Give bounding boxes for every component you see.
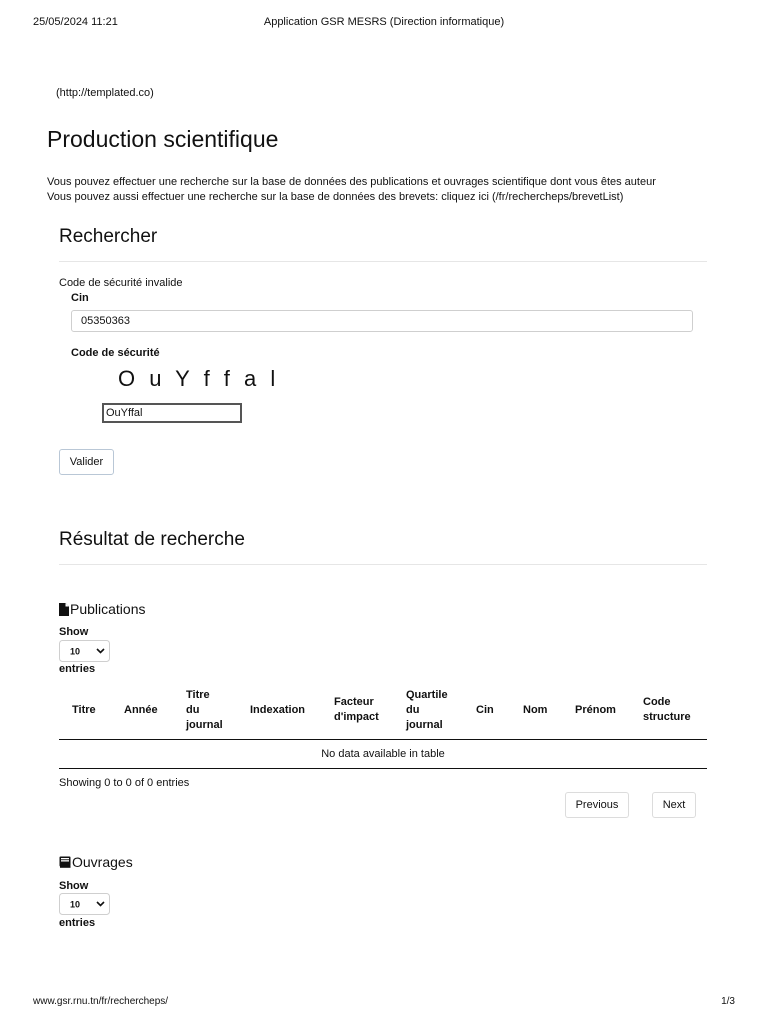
- ouvrages-length-select[interactable]: [59, 893, 110, 915]
- column-header-nom[interactable]: Nom: [517, 681, 569, 740]
- column-header-quartile-journal[interactable]: Quartile du journal: [400, 681, 470, 740]
- cin-label: Cin: [71, 292, 89, 304]
- ouvrages-title: [59, 854, 133, 870]
- page-title: Production scientifique: [47, 126, 279, 152]
- intro-line-publications: Vous pouvez effectuer une recherche sur la base de données des publications et ouvrages scientifique dont vous êtes auteur: [47, 176, 656, 188]
- print-footer-url: www.gsr.rnu.tn/fr/rechercheps/: [33, 996, 169, 1007]
- ouvrages-show-label: Show: [59, 880, 89, 892]
- ouvrages-title-text: Ouvrages: [72, 854, 133, 870]
- captcha-error-message: Code de sécurité invalide: [59, 277, 183, 289]
- column-header-cin[interactable]: Cin: [470, 681, 517, 740]
- next-page-button[interactable]: Next: [652, 792, 696, 818]
- publications-show-label: Show: [59, 626, 89, 638]
- column-header-prenom[interactable]: Prénom: [569, 681, 637, 740]
- publications-title: [59, 601, 146, 617]
- book-icon: [59, 856, 71, 868]
- validate-button[interactable]: Valider: [59, 449, 114, 475]
- column-header-titre[interactable]: Titre: [59, 681, 118, 740]
- print-datetime: 25/05/2024 11:21: [33, 16, 118, 28]
- cin-input[interactable]: [71, 310, 693, 332]
- search-divider: [59, 261, 707, 262]
- file-icon: [59, 603, 69, 616]
- print-page-number: 1/3: [721, 996, 735, 1007]
- ouvrages-length-value: 10: [70, 899, 81, 910]
- publications-title-text: Publications: [70, 601, 146, 617]
- column-header-facteur-impact[interactable]: Facteur d'impact: [328, 681, 400, 740]
- intro-text: [47, 175, 656, 205]
- column-header-annee[interactable]: Année: [118, 681, 180, 740]
- captcha-label: Code de sécurité: [71, 347, 160, 359]
- publications-table-info: Showing 0 to 0 of 0 entries: [59, 777, 190, 789]
- search-section-title: Rechercher: [59, 226, 158, 247]
- results-section-title: Résultat de recherche: [59, 529, 245, 550]
- templated-link[interactable]: (http://templated.co): [56, 87, 154, 99]
- column-header-indexation[interactable]: Indexation: [244, 681, 328, 740]
- publications-header-row: [59, 681, 707, 740]
- intro-line-brevets[interactable]: Vous pouvez aussi effectuer une recherche sur la base de données des brevets: cliquez ici (/fr/rechercheps/brevetList): [47, 191, 624, 203]
- captcha-image: O u Y f f a l: [118, 366, 280, 391]
- publications-length-select[interactable]: [59, 640, 110, 662]
- table-row-empty: [59, 740, 707, 769]
- column-header-code-structure[interactable]: Code structure: [637, 681, 707, 740]
- ouvrages-entries-label: entries: [59, 917, 96, 929]
- print-page-title: Application GSR MESRS (Direction informatique): [263, 16, 505, 28]
- empty-table-message: No data available in table: [59, 740, 707, 769]
- column-header-titre-journal[interactable]: Titre du journal: [180, 681, 244, 740]
- ouvrages-length-select-wrap: [59, 893, 110, 920]
- results-divider: [59, 564, 707, 565]
- captcha-input[interactable]: [102, 403, 242, 423]
- publications-table: [59, 681, 707, 769]
- publications-length-value: 10: [70, 646, 81, 657]
- previous-page-button[interactable]: Previous: [565, 792, 629, 818]
- publications-entries-label: entries: [59, 663, 96, 675]
